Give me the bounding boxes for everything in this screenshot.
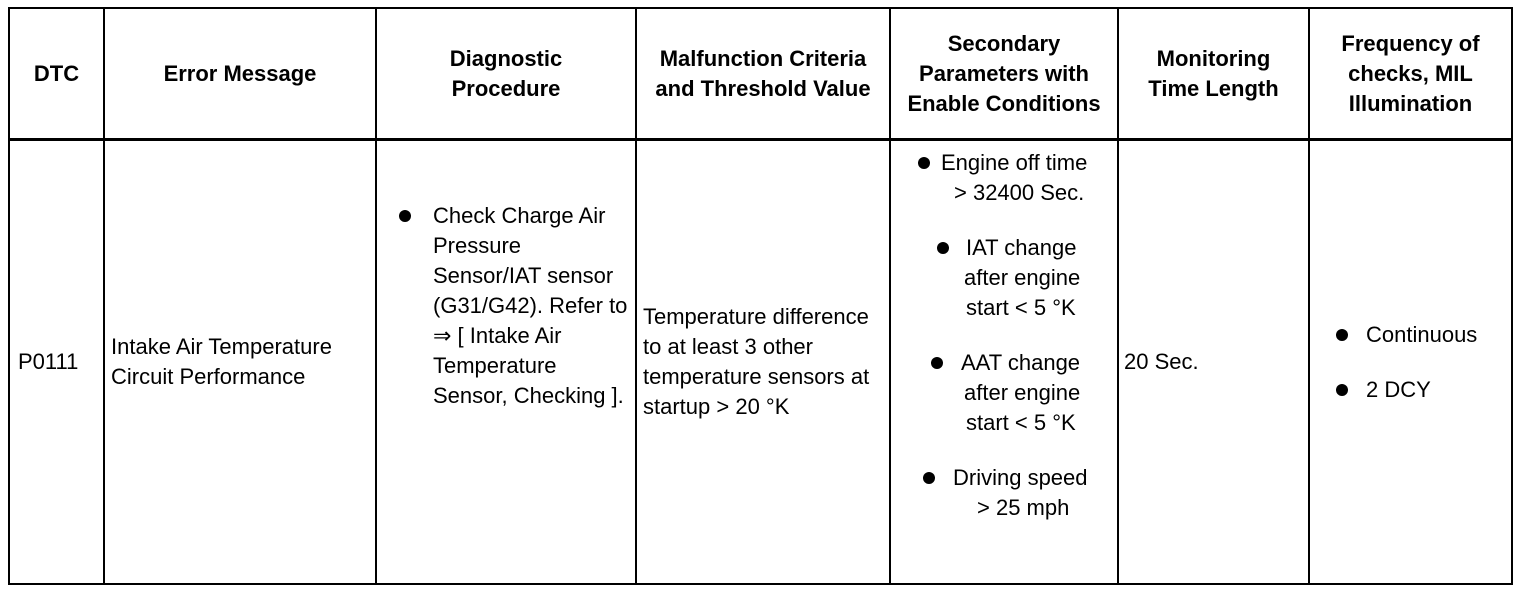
secondary-parameter-item: Engine off time > 32400 Sec. bbox=[891, 148, 1117, 208]
bullet-icon bbox=[399, 210, 411, 222]
header-malfunction-criteria: Malfunction Criteria and Threshold Value bbox=[636, 8, 890, 140]
frequency-item: 2 DCY bbox=[1310, 375, 1511, 405]
header-diagnostic-procedure: Diagnostic Procedure bbox=[376, 8, 636, 140]
secondary-parameter-item: IAT change after engine start < 5 °K bbox=[891, 233, 1117, 323]
cell-malfunction-criteria: Temperature difference to at least 3 other temperature sensors at startup > 20 °K bbox=[636, 140, 890, 585]
cell-monitoring-time: 20 Sec. bbox=[1118, 140, 1309, 585]
secondary-parameter-item: AAT change after engine start < 5 °K bbox=[891, 348, 1117, 438]
cell-secondary-parameters bbox=[890, 140, 1118, 585]
diagnostic-procedure-text: Check Charge Air Pressure Sensor/IAT sensor (G31/G42). Refer to ⇒ [ Intake Air Temperature Sensor, Checking ]. bbox=[433, 203, 628, 408]
header-dtc: DTC bbox=[9, 8, 104, 140]
cell-frequency bbox=[1309, 140, 1512, 585]
bullet-icon bbox=[1336, 329, 1348, 341]
bullet-icon bbox=[937, 242, 949, 254]
table-row bbox=[9, 140, 1512, 585]
cell-error-message: Intake Air Temperature Circuit Performance bbox=[104, 140, 376, 585]
header-secondary-parameters: Secondary Parameters with Enable Conditions bbox=[890, 8, 1118, 140]
dtc-table bbox=[8, 7, 1513, 585]
bullet-icon bbox=[931, 357, 943, 369]
bullet-icon bbox=[923, 472, 935, 484]
bullet-icon bbox=[918, 157, 930, 169]
bullet-icon bbox=[1336, 384, 1348, 396]
header-error-message: Error Message bbox=[104, 8, 376, 140]
cell-dtc: P0111 bbox=[9, 140, 104, 585]
header-monitoring-time: Monitoring Time Length bbox=[1118, 8, 1309, 140]
header-frequency: Frequency of checks, MIL Illumination bbox=[1309, 8, 1512, 140]
secondary-parameter-item: Driving speed > 25 mph bbox=[891, 463, 1117, 523]
cell-diagnostic-procedure bbox=[376, 140, 636, 585]
frequency-item: Continuous bbox=[1310, 320, 1511, 350]
header-row bbox=[9, 8, 1512, 140]
